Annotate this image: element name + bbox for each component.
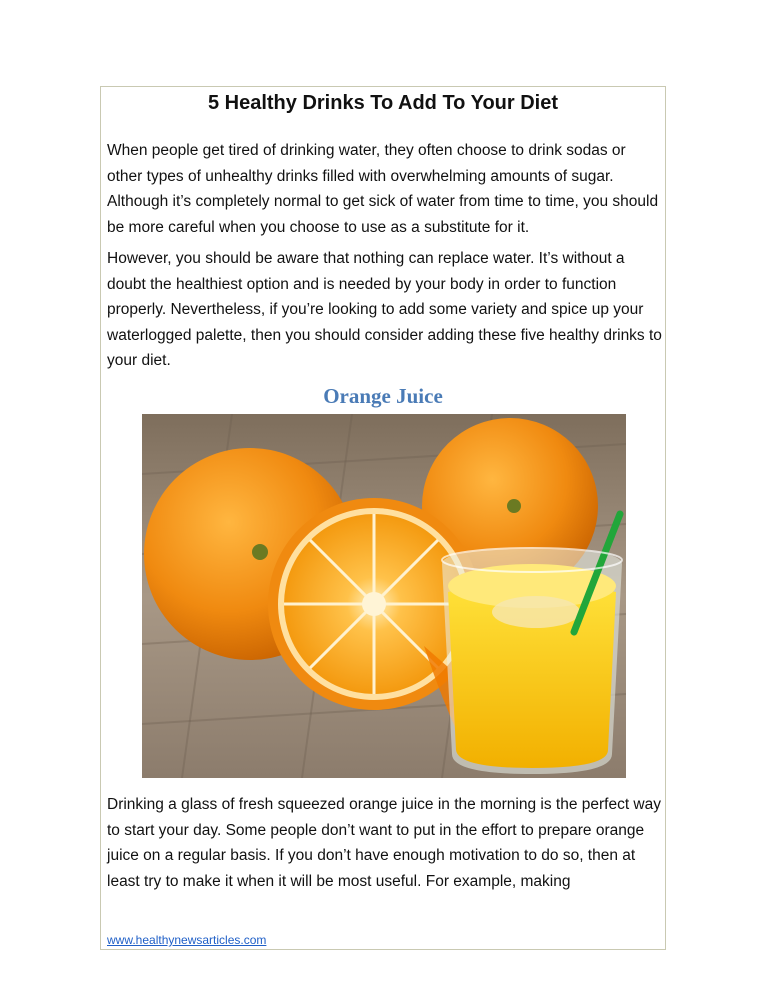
intro-paragraph-2: However, you should be aware that nothing can replace water. It’s without a doubt the healthiest option and is needed by your body in order to function properly. Nevertheless, if you’re looking to add some variety and spice up your waterlogged palette, then you should consider adding these five healthy drinks to your diet.: [107, 250, 662, 369]
orange-juice-photo: [142, 414, 626, 778]
orange-juice-paragraph: Drinking a glass of fresh squeezed orange juice in the morning is the perfect way to start your day. Some people don’t want to put in the effort to prepare orange juice on a regular basis. If you don’t have enough motivation to do so, then at least try to make it when it will be most useful. For example, making: [107, 796, 661, 890]
footer-website-link[interactable]: www.healthynewsarticles.com: [107, 933, 267, 947]
document-title: 5 Healthy Drinks To Add To Your Diet: [207, 92, 559, 114]
section-heading-orange-juice: Orange Juice: [323, 384, 443, 408]
intro-paragraph-1: When people get tired of drinking water, they often choose to drink sodas or other types of unhealthy drinks filled with overwhelming amounts of sugar. Although it’s completely normal to get sick of water from time to time, you should be more careful when you choose to use as a substitute for it.: [107, 142, 659, 236]
